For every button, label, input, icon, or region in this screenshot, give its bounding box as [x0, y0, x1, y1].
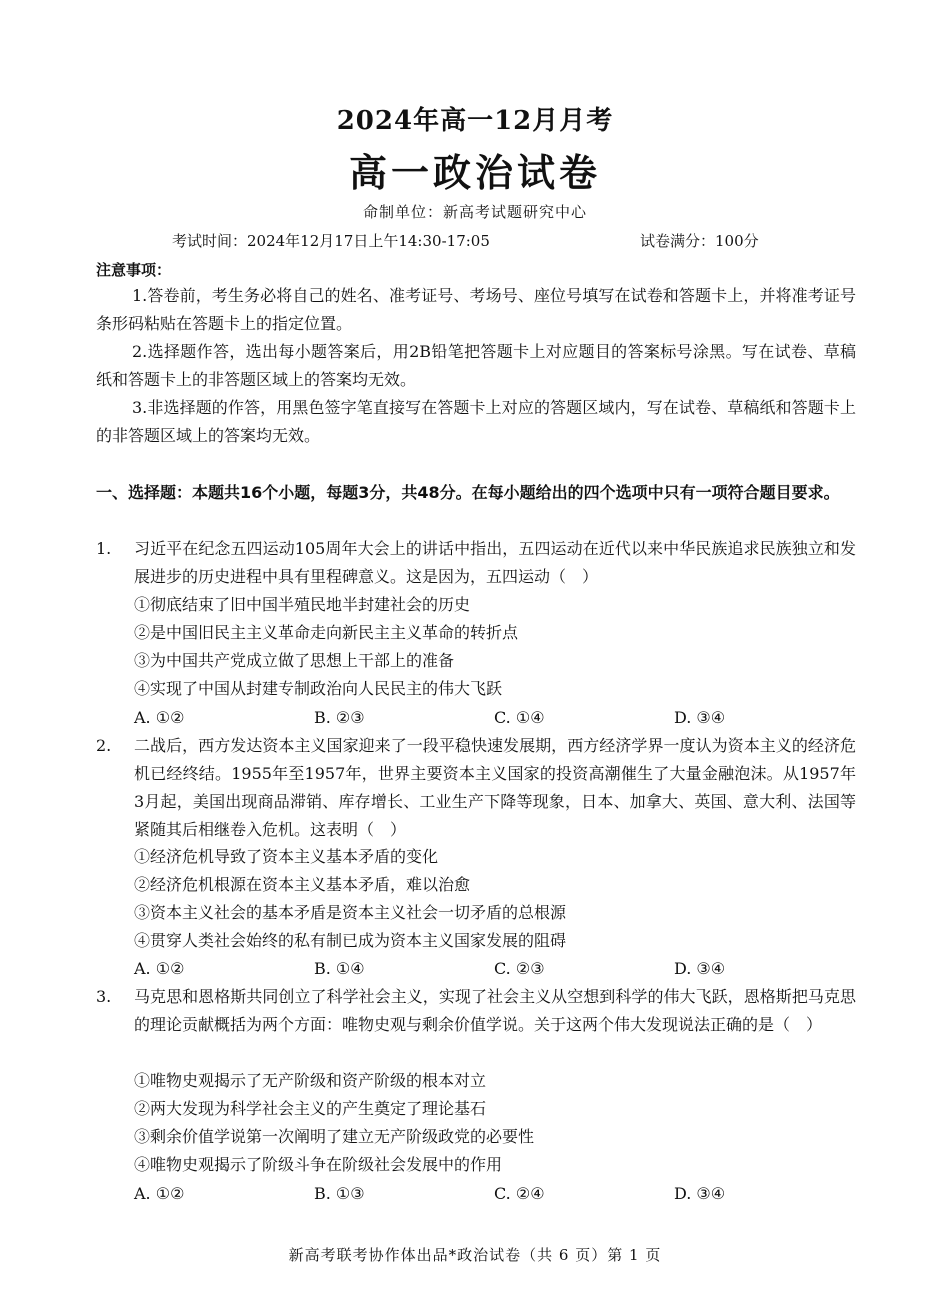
issuer: 命制单位：新高考试题研究中心	[362, 203, 587, 221]
question-stem: 马克思和恩格斯共同创立了科学社会主义，实现了社会主义从空想到科学的伟大飞跃，恩格斯把马克思的理论贡献概括为两个方面：唯物史观与剩余价值学说。关于这两个伟大发现说法正确的是（ ）	[134, 987, 856, 1034]
question-stem: 习近平在纪念五四运动105周年大会上的讲话中指出，五四运动在近代以来中华民族追求民族独立和发展进步的历史进程中具有里程碑意义。这是因为，五四运动（ ）	[134, 539, 856, 586]
question-option: ④实现了中国从封建专制政治向人民民主的伟大飞跃	[134, 679, 503, 698]
question-option: ④贯穿人类社会始终的私有制已成为资本主义国家发展的阻碍	[134, 931, 567, 950]
answer-choice-a: A. ①②	[134, 1184, 185, 1203]
exam-title: 2024年高一12月月考	[336, 106, 614, 136]
answer-choice-d: D. ③④	[674, 1184, 726, 1203]
exam-time: 考试时间：2024年12月17日上午14:30-17:05	[172, 232, 490, 250]
question-option: ③剩余价值学说第一次阐明了建立无产阶级政党的必要性	[134, 1127, 535, 1146]
notice-item-2: 2.选择题作答，选出每小题答案后，用2B铅笔把答题卡上对应题目的答案标号涂黑。写在试卷、草稿纸和答题卡上的非答题区域上的答案均无效。	[96, 342, 856, 389]
section-heading: 一、选择题：本题共16个小题，每题3分，共48分。在每小题给出的四个选项中只有一项符合题目要求。	[96, 483, 840, 502]
question-option: ②两大发现为科学社会主义的产生奠定了理论基石	[134, 1099, 487, 1118]
answer-choice-b: B. ①④	[314, 959, 365, 978]
question-option: ①经济危机导致了资本主义基本矛盾的变化	[134, 847, 439, 866]
question-option: ②是中国旧民主主义革命走向新民主主义革命的转折点	[134, 623, 519, 642]
answer-choice-a: A. ①②	[134, 959, 185, 978]
question-option: ②经济危机根源在资本主义基本矛盾，难以治愈	[134, 875, 471, 894]
answer-choice-b: B. ①③	[314, 1184, 365, 1203]
notice-item-1: 1.答卷前，考生务必将自己的姓名、准考证号、考场号、座位号填写在试卷和答题卡上，并将准考证号条形码粘贴在答题卡上的指定位置。	[96, 286, 856, 333]
question-number: 3.	[96, 987, 112, 1006]
question-option: ③资本主义社会的基本矛盾是资本主义社会一切矛盾的总根源	[134, 903, 567, 922]
answer-choice-d: D. ③④	[674, 959, 726, 978]
answer-choice-c: C. ①④	[494, 708, 545, 727]
answer-choice-b: B. ②③	[314, 708, 365, 727]
page-footer: 新高考联考协作体出品*政治试卷（共 6 页）第 1 页	[288, 1246, 662, 1264]
notice-item-3: 3.非选择题的作答，用黑色签字笔直接写在答题卡上对应的答题区域内，写在试卷、草稿纸和答题卡上的非答题区域上的答案均无效。	[96, 398, 856, 445]
question-option: ③为中国共产党成立做了思想上干部上的准备	[134, 651, 455, 670]
paper-title: 高一政治试卷	[348, 150, 601, 195]
answer-choice-d: D. ③④	[674, 708, 726, 727]
question-number: 1.	[96, 539, 112, 558]
full-score: 试卷满分：100分	[640, 232, 759, 250]
question-option: ①彻底结束了旧中国半殖民地半封建社会的历史	[134, 595, 471, 614]
question-option: ④唯物史观揭示了阶级斗争在阶级社会发展中的作用	[134, 1155, 503, 1174]
notice-heading: 注意事项：	[96, 261, 172, 279]
answer-choice-a: A. ①②	[134, 708, 185, 727]
question-option: ①唯物史观揭示了无产阶级和资产阶级的根本对立	[134, 1071, 487, 1090]
answer-choice-c: C. ②③	[494, 959, 545, 978]
question-number: 2.	[96, 736, 112, 755]
answer-choice-c: C. ②④	[494, 1184, 545, 1203]
question-stem: 二战后，西方发达资本主义国家迎来了一段平稳快速发展期，西方经济学界一度认为资本主义的经济危机已经终结。1955年至1957年，世界主要资本主义国家的投资高潮催生了大量金融泡沫。从1957年3月起，美国出现商品滞销、库存增长、工业生产下降等现象，日本、加拿大、英国、意大利、法国等紧随其后相继卷入危机。这表明（ ）	[134, 736, 856, 839]
